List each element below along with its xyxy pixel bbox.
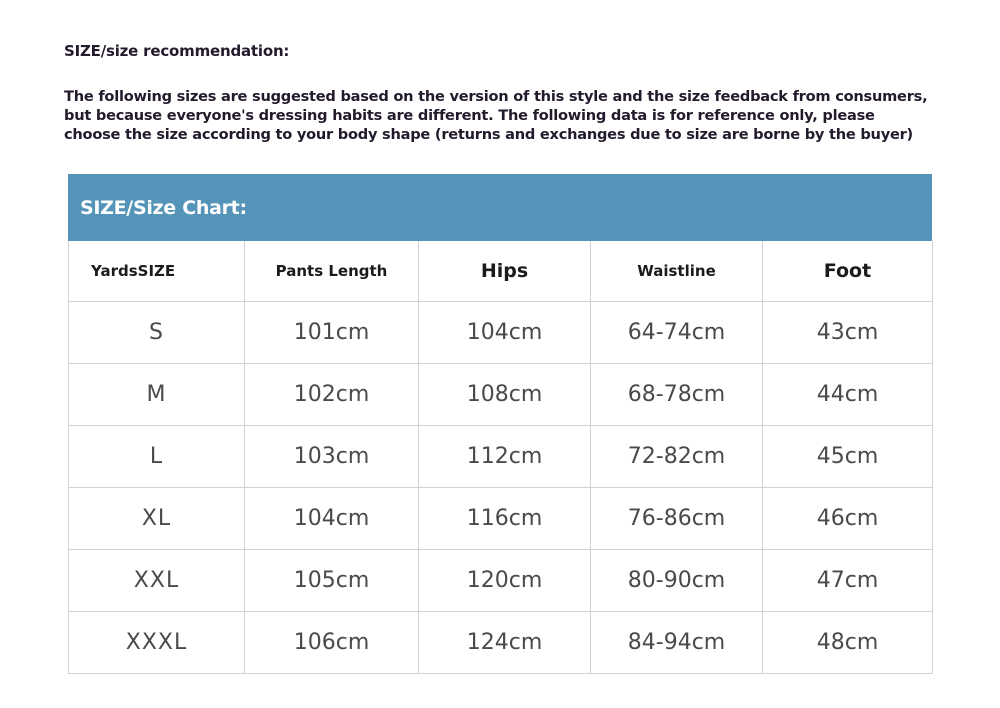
size-table [68, 241, 933, 674]
waistline-cell: 64-74cm [591, 302, 763, 364]
column-header-pants-length: Pants Length [245, 241, 419, 302]
recommendation-line: choose the size according to your body shape (returns and exchanges due to size are borne by the buyer) [64, 126, 913, 143]
pants-length-cell: 101cm [245, 302, 419, 364]
hips-cell: 124cm [419, 612, 591, 674]
hips-cell: 108cm [419, 364, 591, 426]
foot-cell: 47cm [763, 550, 933, 612]
foot-cell: 46cm [763, 488, 933, 550]
column-header-size: YardsSIZE [69, 241, 245, 302]
size-cell: L [69, 426, 245, 488]
recommendation-title: SIZE/size recommendation: [64, 42, 290, 60]
pants-length-cell: 105cm [245, 550, 419, 612]
recommendation-line: but because everyone's dressing habits are different. The following data is for reference only, please [64, 107, 875, 124]
size-cell: XXL [69, 550, 245, 612]
recommendation-text [64, 87, 944, 144]
pants-length-cell: 102cm [245, 364, 419, 426]
table-row [69, 550, 933, 612]
waistline-cell: 80-90cm [591, 550, 763, 612]
table-row [69, 364, 933, 426]
hips-cell: 116cm [419, 488, 591, 550]
waistline-cell: 68-78cm [591, 364, 763, 426]
table-row [69, 488, 933, 550]
hips-cell: 104cm [419, 302, 591, 364]
pants-length-cell: 103cm [245, 426, 419, 488]
foot-cell: 44cm [763, 364, 933, 426]
recommendation-line: The following sizes are suggested based on the version of this style and the size feedback from consumers, [64, 88, 928, 105]
table-header-row [69, 241, 933, 302]
size-chart-banner: SIZE/Size Chart: [68, 174, 932, 241]
hips-cell: 112cm [419, 426, 591, 488]
table-row [69, 612, 933, 674]
waistline-cell: 72-82cm [591, 426, 763, 488]
pants-length-cell: 106cm [245, 612, 419, 674]
waistline-cell: 84-94cm [591, 612, 763, 674]
size-cell: XXXL [69, 612, 245, 674]
size-cell: M [69, 364, 245, 426]
hips-cell: 120cm [419, 550, 591, 612]
pants-length-cell: 104cm [245, 488, 419, 550]
column-header-waistline: Waistline [591, 241, 763, 302]
size-chart [68, 174, 932, 674]
column-header-hips: Hips [419, 241, 591, 302]
foot-cell: 45cm [763, 426, 933, 488]
foot-cell: 48cm [763, 612, 933, 674]
waistline-cell: 76-86cm [591, 488, 763, 550]
size-cell: XL [69, 488, 245, 550]
table-row [69, 302, 933, 364]
foot-cell: 43cm [763, 302, 933, 364]
size-cell: S [69, 302, 245, 364]
table-row [69, 426, 933, 488]
column-header-foot: Foot [763, 241, 933, 302]
